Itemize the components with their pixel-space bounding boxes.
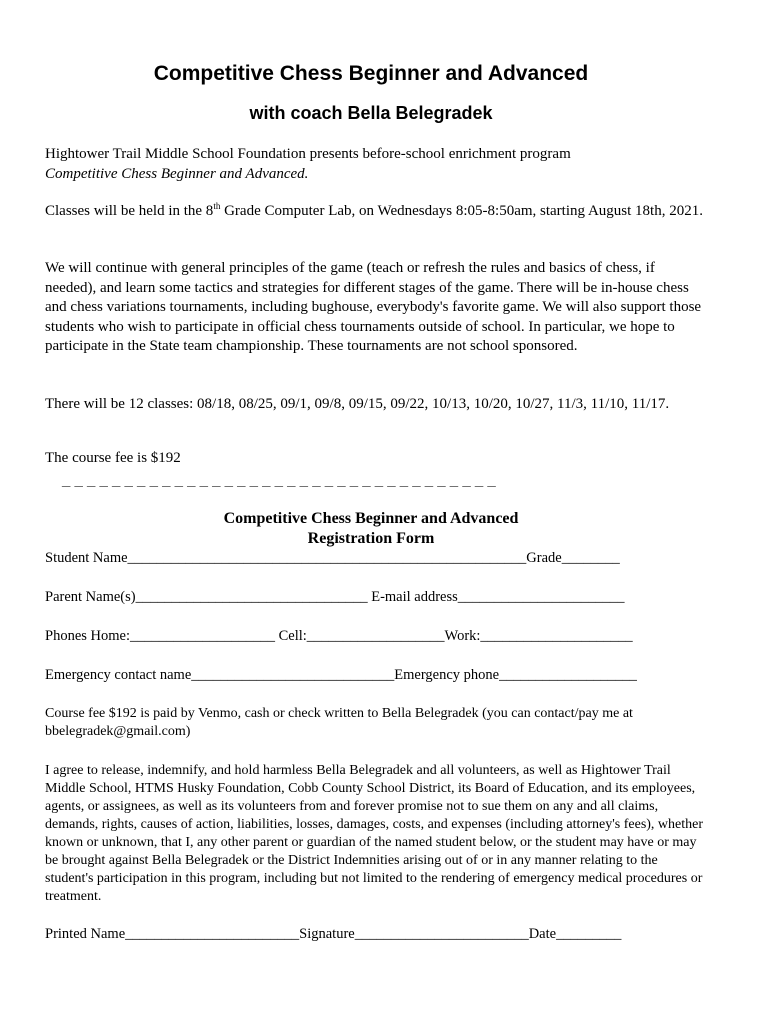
intro-paragraph xyxy=(45,145,705,184)
schedule-superscript: th xyxy=(213,201,221,211)
document-subtitle: with coach Bella Belegradek xyxy=(249,103,493,123)
schedule-text-a: Classes will be held in the 8 xyxy=(45,203,214,219)
fee-paragraph: The course fee is $192 xyxy=(45,450,181,466)
classes-paragraph: There will be 12 classes: 08/18, 08/25, 09/1, 09/8, 09/15, 09/22, 10/13, 10/20, 10/27, 11/3, 11/10, 11/17. xyxy=(45,396,670,412)
student-name-field[interactable]: Student Name_______________________________________________________Grade________ xyxy=(45,550,620,566)
payment-paragraph: Course fee $192 is paid by Venmo, cash or check written to Bella Belegradek (you can contact/pay me at bbelegradek@gmail.com) xyxy=(45,706,633,739)
description-paragraph: We will continue with general principles of the game (teach or refresh the rules and basics of chess, if needed), and learn some tactics and strategies for different stages of the game. There will be in-house chess and chess variations tournaments, including bughouse, everybody's favorite game. We will also support those students who wish to participate in official chess tournaments outside of school. In particular, we hope to participate in the State team championship. These tournaments are not school sponsored. xyxy=(45,260,702,354)
parent-email-field[interactable]: Parent Name(s)________________________________ E-mail address_______________________ xyxy=(45,589,625,605)
schedule-paragraph xyxy=(45,202,705,222)
form-title: Competitive Chess Beginner and Advanced xyxy=(223,510,519,527)
intro-line: Hightower Trail Middle School Foundation presents before-school enrichment program xyxy=(45,146,571,162)
cut-line-separator: _ _ _ _ _ _ _ _ _ _ _ _ _ _ _ _ _ _ _ _ _ _ _ _ _ _ _ _ _ _ _ _ _ _ _ xyxy=(62,472,496,489)
schedule-text-b: Grade Computer Lab, on Wednesdays 8:05-8:50am, starting August 18th, 2021. xyxy=(220,203,703,219)
waiver-paragraph: I agree to release, indemnify, and hold harmless Bella Belegradek and all volunteers, as well as Hightower Trail Middle School, HTMS Husky Foundation, Cobb County School District, its Board of Education, and its employees, agents, or assignees, as well as its volunteers from and forever promise not to sue them on any and all claims, demands, rights, causes of action, liabilities, losses, damages, costs, and expenses (including attorney's fees), whether known or unknown, that I, any other parent or guardian of the named student below, or the student may have or may be brought against Bella Belegradek or the District Indemnities arising out of or in any manner relating to the student's participation in this program, including but not limited to the rendering of emergency medical procedures or treatment. xyxy=(45,763,704,904)
document-title: Competitive Chess Beginner and Advanced xyxy=(153,62,589,85)
form-subtitle: Registration Form xyxy=(307,530,435,547)
signature-line[interactable]: Printed Name________________________Signature________________________Date_________ xyxy=(45,926,622,942)
emergency-contact-field[interactable]: Emergency contact name____________________________Emergency phone___________________ xyxy=(45,667,637,683)
program-name: Competitive Chess Beginner and Advanced. xyxy=(45,165,309,182)
phones-field[interactable]: Phones Home:____________________ Cell:___________________Work:_____________________ xyxy=(45,628,633,644)
